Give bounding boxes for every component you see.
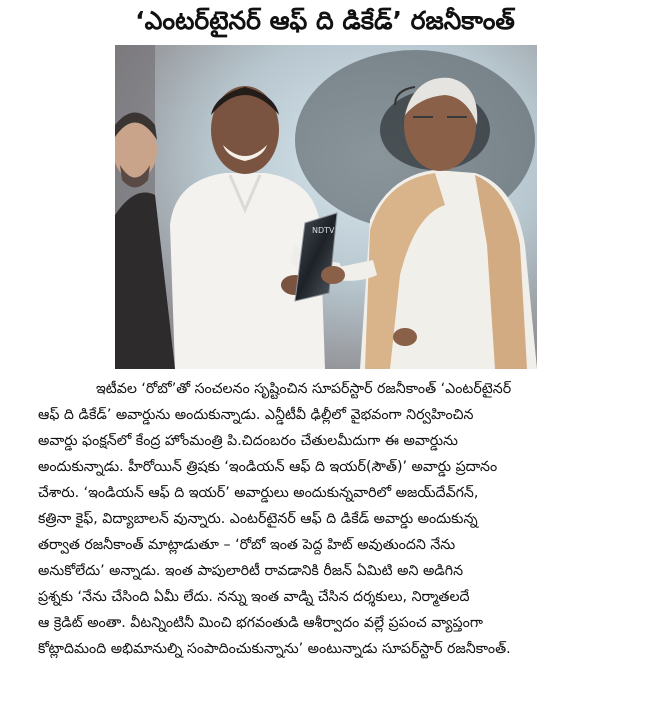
article-body (38, 376, 628, 662)
article-line: కత్రినా కైఫ్, విద్యాబాలన్ వున్నారు. ఎంటర్‌టైనర్ ఆఫ్ ది డికేడ్ అవార్డు అందుకున్న (38, 511, 478, 527)
article-line: ప్రశ్నకు ‘నేను చేసింది ఏమీ లేదు. నన్ను ఇంత వాడ్ని చేసిన దర్శకులు, నిర్మాతలదే (38, 589, 470, 605)
article-line: ఆ క్రెడిట్ అంతా. వీటన్నింటినీ మించి భగవంతుడి ఆశీర్వాదం వల్లే ప్రపంచ వ్యాప్తంగా (38, 615, 483, 631)
article-line: ఆఫ్ ది డికేడ్’ అవార్డును అందుకున్నాడు. ఎన్డీటీవీ ఢిల్లీలో వైభవంగా నిర్వహించిన (38, 407, 474, 423)
article-line: ఇటీవల ‘రోబో’తో సంచలనం సృష్టించిన సూపర్‌స్టార్ రజనీకాంత్ ‘ఎంటర్‌టైనర్ (96, 381, 512, 397)
article-line: అవార్డు ఫంక్షన్‌లో కేంద్ర హోంమంత్రి పి.చిదంబరం చేతులమీదుగా ఈ అవార్డును (38, 433, 458, 449)
article-line: కోట్లాదిమంది అభిమానుల్ని సంపాదించుకున్నాను’ అంటున్నాడు సూపర్‌స్టార్ రజనీకాంత్. (38, 641, 511, 657)
award-ceremony-illustration (115, 45, 537, 369)
article-line: అనుకోలేదు’ అన్నాడు. ఇంత పాపులారిటీ రావడానికి రీజన్ ఏమిటి అని అడిగిన (38, 563, 464, 579)
article-line: చేశారు. ‘ఇండియన్ ఆఫ్ ది ఇయర్’ అవార్డులు అందుకున్నవారిలో అజయ్‌దేవ్‌గన్, (38, 485, 479, 501)
headline: ‘ఎంటర్‌టైనర్ ఆఫ్ ది డికేడ్’ రజనీకాంత్ (135, 6, 515, 35)
article-line: అందుకున్నాడు. హీరోయిన్ త్రిషకు ‘ఇండియన్ ఆఫ్ ది ఇయర్(సౌత్)’ అవార్డు ప్రదానం (38, 459, 498, 475)
article-line: తర్వాత రజనీకాంత్ మాట్లాడుతూ – ‘రోబో ఇంత పెద్ద హిట్ అవుతుందని నేను (38, 537, 456, 553)
news-photo (115, 45, 537, 369)
trophy-label: NDTV (312, 226, 335, 235)
